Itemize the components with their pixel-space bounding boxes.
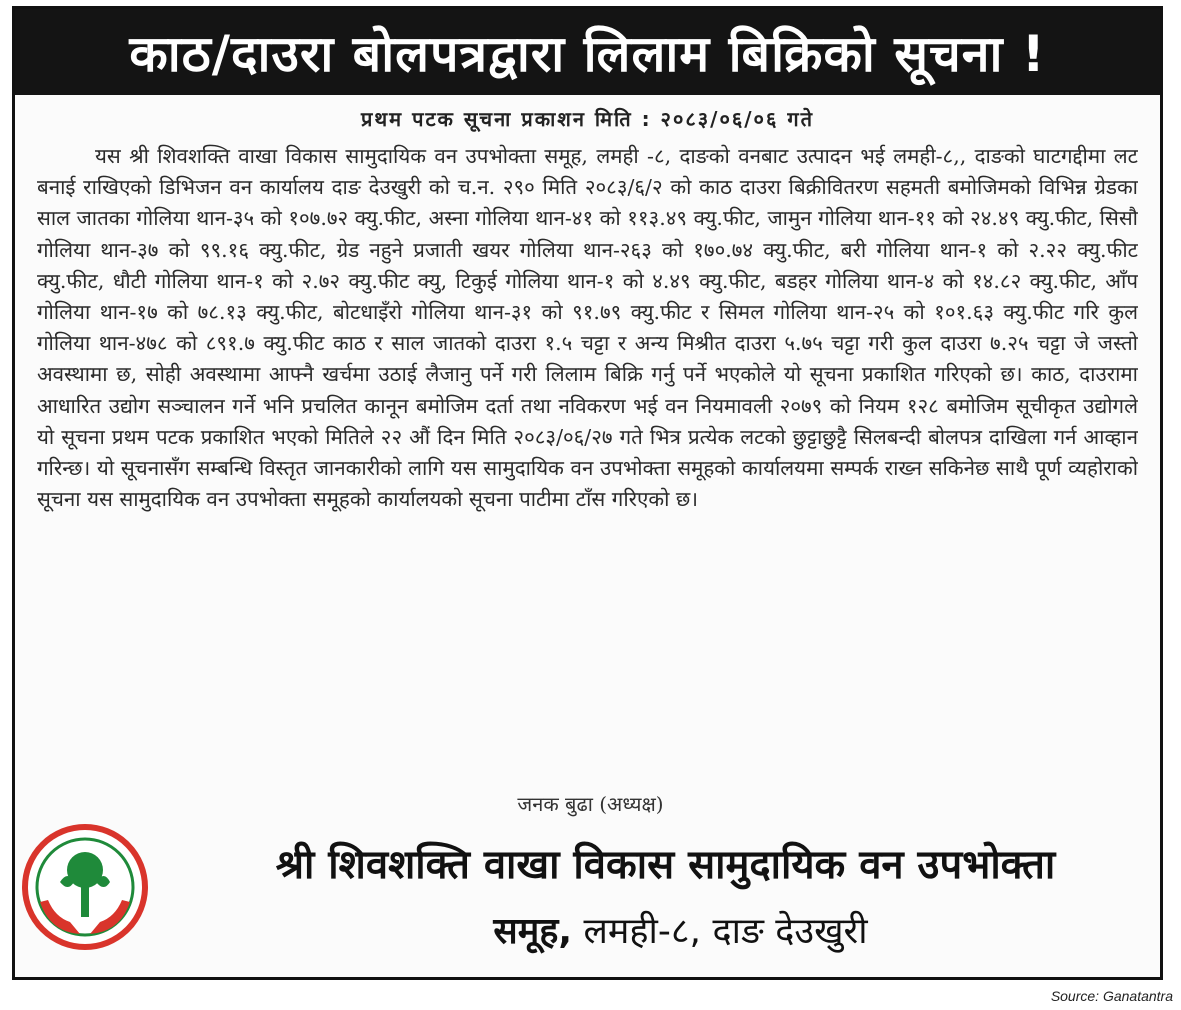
notice-body: यस श्री शिवशक्ति वाखा विकास सामुदायिक वन उपभोक्ता समूह, लमही -८, दाङको वनबाट उत्पादन भई लमही-८,, दाङको घाटगद्दीमा लट बनाई राखिएको डिभिजन वन कार्यालय दाङ देउखुरी को च.न. २९० मिति २०८३/६/२ को काठ दाउरा बिक्रीवितरण सहमती बमोजिमको विभिन्न ग्रेडका साल जातका गोलिया थान-३५ को १०७.७२ क्यु.फीट, अस्ना गोलिया थान-४१ को ११३.४९ क्यु.फीट, जामुन गोलिया थान-११ को २४.४९ क्यु.फीट, सिसौ गोलिया थान-३७ को ९९.१६ क्यु.फीट, ग्रेड नहुने प्रजाती खयर गोलिया थान-२६३ को १७०.७४ क्यु.फीट, बरी गोलिया थान-१ को २.२२ क्यु.फीट क्यु.फीट, धौटी गोलिया थान-१ को २.७२ क्यु.फीट क्यु, टिकुई गोलिया थान-१ को ४.४९ क्यु.फीट, बडहर गोलिया थान-४ को १४.८२ क्यु.फीट, आँप गोलिया थान-१७ को ७८.१३ क्यु.फीट, बोटधाइँरो गोलिया थान-३१ को ९१.७९ क्यु.फीट र सिमल गोलिया थान-२५ को १०१.६३ क्यु.फीट गरि कुल गोलिया थान-४७८ को ८९१.७ क्यु.फीट काठ र साल जातको दाउरा १.५ चट्टा र अन्य मिश्रीत दाउरा ५.७५ चट्टा गरी कुल दाउरा ७.२५ चट्टा जे जस्तो अवस्थामा छ, सोही अवस्थामा आफ्नै खर्चमा उठाई लैजानु पर्ने गरी लिलाम बिक्रि गर्नु पर्ने भएकोले यो सूचना प्रकाशित गरिएको छ। काठ, दाउरामा आधारित उद्योग सञ्चालन गर्ने भनि प्रचलित कानून बमोजिम दर्ता तथा नविकरण भई वन नियमावली २०७९ को नियम १२८ बमोजिम सूचीकृत उद्योगले यो सूचना प्रथम पटक प्रकाशित भएको मितिले २२ औं दिन मिति २०८३/०६/२७ गते भित्र प्रत्येक लटको छुट्टाछुट्टै सिलबन्दी बोलपत्र दाखिला गर्न आव्हान गरिन्छ। यो सूचनासँग सम्बन्धि विस्तृत जानकारीको लागि यस सामुदायिक वन उपभोक्ता समूहको कार्यालयमा सम्पर्क राख्न सकिनेछ साथै पूर्ण व्यहोराको सूचना यस सामुदायिक वन उपभोक्ता समूहको कार्यालयको सूचना पाटीमा टाँस गरिएको छ। [37, 144, 1138, 512]
organization-address [200, 905, 1161, 954]
auction-notice [12, 6, 1163, 980]
organization-group: समूह, [493, 911, 573, 952]
organization-location: लमही-८, दाङ देउखुरी [572, 911, 868, 952]
publish-date-line: प्रथम पटक सूचना प्रकाशन मिति : २०८३/०६/०६ गते [361, 107, 814, 131]
organization-name: श्री शिवशक्ति वाखा विकास सामुदायिक वन उपभोक्ता [275, 842, 1056, 888]
forest-user-group-logo [20, 822, 150, 952]
signatory: जनक बुढा (अध्यक्ष) [517, 792, 664, 816]
notice-title: काठ/दाउरा बोलपत्रद्वारा लिलाम बिक्रिको सूचना ! [15, 9, 1160, 95]
source-credit: Source: Ganatantra [1050, 988, 1173, 1004]
